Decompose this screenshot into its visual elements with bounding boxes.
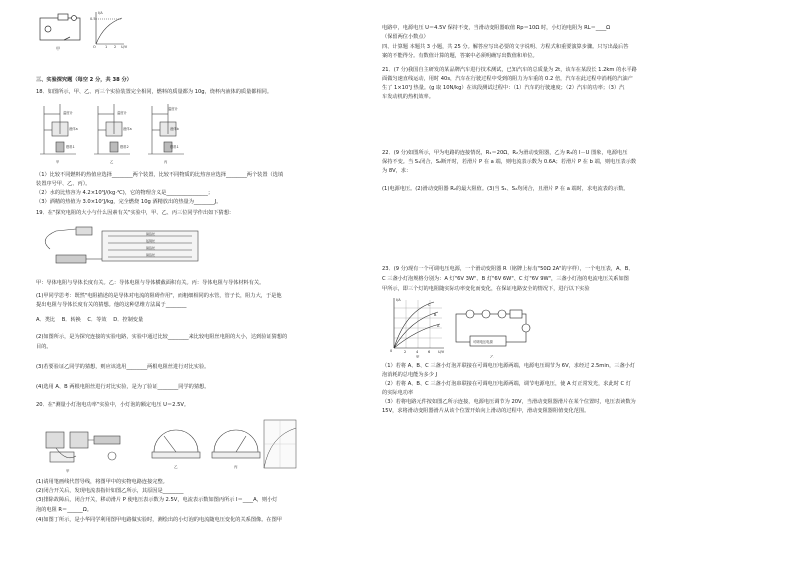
q21-line: 生了 1×10⁷J 热量。(g 取 10N/kg）在该段测试过程中：（1）汽车的行驶速度；（2）汽车的功率；（3）汽 [382,85,625,91]
curve-label: B [434,313,437,317]
q20-ammeter-bing [212,430,260,458]
q20-ammeter-yi [152,430,200,458]
q21-line: 面做匀速直线运动，用时 40s，汽车在行驶过程中受到的阻力为车重的 0.2 倍，汽车在此过程中消耗的汽油产 [382,76,633,82]
top-circuit-caption: 甲 [56,46,60,51]
app-label: 燃料2 [120,145,129,149]
wire-label: 镍铬丝 [146,246,156,250]
q20-iu-curve [264,420,296,468]
q23-part: 泡消耗的总电能为多少 J [382,372,438,378]
q18-line4: （3）酒精的热值为 3.0×10⁷J/kg，完全燃烧 10g 酒精放出的热量为________J。 [36,199,222,205]
q18-stem: 18．如图所示，甲、乙、丙三个实验装置完全相同，燃料的质量都为 10g，烧杯内液体的质量都相同。 [36,89,273,95]
q19-line3: 提出电阻与导体长度有关的猜想。他的这种思维方法属于________ [36,302,187,308]
app-label: 液体a [69,127,78,131]
q22-line: 为 8V，求： [382,168,412,174]
graph-xtick: 1 [105,45,108,49]
q19-stem: 19．在"探究电阻的大小与什么因素有关"实验中，甲、乙、丙三位同学作出如下猜想： [36,210,235,216]
q23-part: 15V，求将滑动变阻器滑片从该个位置开始向上滑动的过程中，滑动变阻器阻值变化范围。 [382,408,590,414]
caption: 丙 [164,160,168,164]
graph-ylabel: I/A [98,11,103,15]
app-label: 温度计 [63,111,73,115]
q20-continued-note: （保留两位小数点） [382,34,429,40]
graph-ytick: 0.5 [90,17,96,21]
q20-line5: (4)如图丁所示，是小华同学利用图甲电路做实验时，测绘出的小灯泡的电流随电压变化的关系图像。在图甲 [36,517,282,523]
q23-graph-grid [394,300,442,348]
app-label: 液体a [123,127,132,131]
power-source-label: 可调电压电源 [473,340,493,344]
wire-label: 镍铬丝 [146,232,156,236]
graph-xlabel: U/V [438,350,445,354]
q19-line8: (4)选用 A、B 两根电阻丝进行对比实验，是为了验证________同学的猜想。 [36,384,210,390]
app-label: 燃料1 [170,145,179,149]
q20-line2: (2)闭合开关后，发现电流表指针如图乙所示，其原因是________ [36,488,184,494]
top-ui-graph [96,12,124,44]
q19-circuit-board [36,219,226,269]
graph-xlabel: U/V [121,45,128,49]
q18-line1: （1）比较不同燃料的热值应选择________两个装置，比较不同物质的比热容应选择________两个装置（选填 [36,172,284,178]
q19-line7: (3)若要验证乙同学的猜想，则应该选用________两根电阻丝进行对比实验。 [36,364,210,370]
curve-label: A [437,324,440,328]
q18-line3: （2）水的比热容为 4.2×10³J/(kg·℃)，它的物理含义是________________； [36,190,214,196]
curve-a [394,324,440,348]
q18-apparatus [36,100,186,166]
q23-part: （2）若将 A、B、C 三盏小灯泡串联接在可调电压电源两端，调节电源电压，使 A 灯正常发光，求此时 C 灯 [382,381,631,387]
q22-line: (1)电源电压。(2)滑动变阻器 R₂的最大阻值。(3)当 S₁、S₂均闭合，且滑片 P 在 a 端时，求电流表的示数。 [382,186,629,192]
caption: 乙 [490,355,494,358]
section-3-title: 三、实验探究题（每空 2 分，共 38 分） [36,77,132,83]
caption: 甲 [416,355,420,358]
graph-xtick: 2 [404,350,407,354]
top-figures [36,4,128,54]
wire-label: 镍铬丝 [146,253,156,257]
section-4-note: 案的不能得分。有数值计算的题，答案中必须明确写出数值和单位。 [382,53,538,59]
wire-label: 锰铜丝 [146,239,156,243]
app-label: 温度计 [168,107,178,111]
caption: 乙 [110,160,114,164]
q20-line4: 泡的电阻 R＝______Ω。 [36,507,92,513]
graph-xtick: 6 [428,350,431,354]
graph-xtick: 4 [416,350,419,354]
q20-continued-line: 电路中，电源电压 U＝4.5V 保持不变，当滑动变阻器取值 Rp＝10Ω 时，小灯泡电阻为 RL＝____Ω [382,25,611,31]
q23-circuit [456,310,530,346]
q23-part: 的实际电功率 [382,390,414,396]
q19-line6: 目的。 [36,344,52,350]
graph-origin: 0 [390,349,393,353]
q23-part: （3）若将电路元件按如图乙所示连接，电源电压调节为 20V，当滑动变阻器滑片在某个位置时，电压表读数为 [382,399,636,405]
q20-line1: (1)请用笔画线代替导线，将图甲中的实物电路连接完整。 [36,479,168,485]
q23-line: 23．(9 分)现有一个可调电压电源，一个滑动变阻器 R（铭牌上标有"50Ω 2A"的字样），一个电压表，A、B、 [382,266,634,272]
q22-line: 22．(9 分)如图所示，甲为电路的连接情况，R₁＝20Ω，R₂为滑动变阻器，乙为 R₃的 I－U 图象，电源电压 [382,150,628,156]
section-4-title: 四、计算题 本题共 3 小题，共 25 分。解答应写出必要的文字说明、方程式和重要演算步骤。只写出最后答 [382,44,629,50]
q20-line3: (3)排除故障后，闭合开关，移动滑片 P 使电压表示数为 2.5V，电流表示数如图丙所示 I＝____A，则小灯 [36,497,278,503]
caption: 甲 [66,469,70,473]
q19-line4: A．类比 B．转换 C．等效 D．控制变量 [36,317,144,323]
curve-label: C [428,303,431,307]
graph-xtick: 2 [114,45,117,49]
app-label: 燃料1 [66,145,75,149]
q20-apparatus [46,432,120,462]
q18-line2: 装置序号甲、乙、丙）。 [36,181,91,187]
app-label: 液体b [170,127,179,131]
q20-figures [36,412,298,474]
caption: 甲 [56,160,60,164]
q21-line: 车发动机的热机效率。 [382,94,434,100]
q19-line2: (1)甲同学思考：既然"电阻描述的是导体对电流的阻碍作用"，而粗细相同的水管，管子长，阻力大，于是他 [36,293,282,299]
q23-figures [382,296,582,358]
curve-c [394,302,434,348]
top-circuit-diagram [40,14,80,40]
q23-line: 甲所示，即三个灯的电阻随实际功率变化而变化，在保证电路安全的情况下，进行以下实验 [382,286,590,292]
q19-line5: (2)如图所示，是为探究连接的实验电路，实验中通过比较________来比较电阻丝电阻的大小，达到验证猜想的 [36,334,288,340]
app-label: 温度计 [117,111,127,115]
graph-origin: O [93,45,96,49]
graph-ylabel: I/A [396,298,401,302]
q19-line1: 甲：导体电阻与导体长度有关。乙：导体电阻与导体横截面积有关。丙：导体电阻与导体材料有关。 [36,280,265,286]
caption: 乙 [174,465,178,469]
q23-part: （1）若将 A、B、C 三盏小灯泡并联接在可调电压电源两端，电源电压调节为 6V，求经过 2.5min，三盏小灯 [382,363,636,369]
q22-line: 保持不变。当 S₁闭合，S₂断开时，若滑片 P 在 a 端，则电流表示数为 0.6A；若滑片 P 在 b 端，则电压表示数 [382,159,637,165]
q23-line: C 三盏小灯泡规格分别为：A 灯"6V 3W"、B 灯"6V 6W"、C 灯"6V 9W"，三盏小灯泡的电流电压关系如图 [382,276,629,282]
q20-stem: 20．在"测量小灯泡电功率"实验中，小灯泡的额定电压 U＝2.5V。 [36,402,190,408]
q21-line: 21．(7 分)我国自主研发的某品牌汽车进行技术测试，已知汽车的总质量为 2t，该车在某段长 1.2km 的水平路 [382,67,637,73]
caption: 丙 [234,465,238,469]
